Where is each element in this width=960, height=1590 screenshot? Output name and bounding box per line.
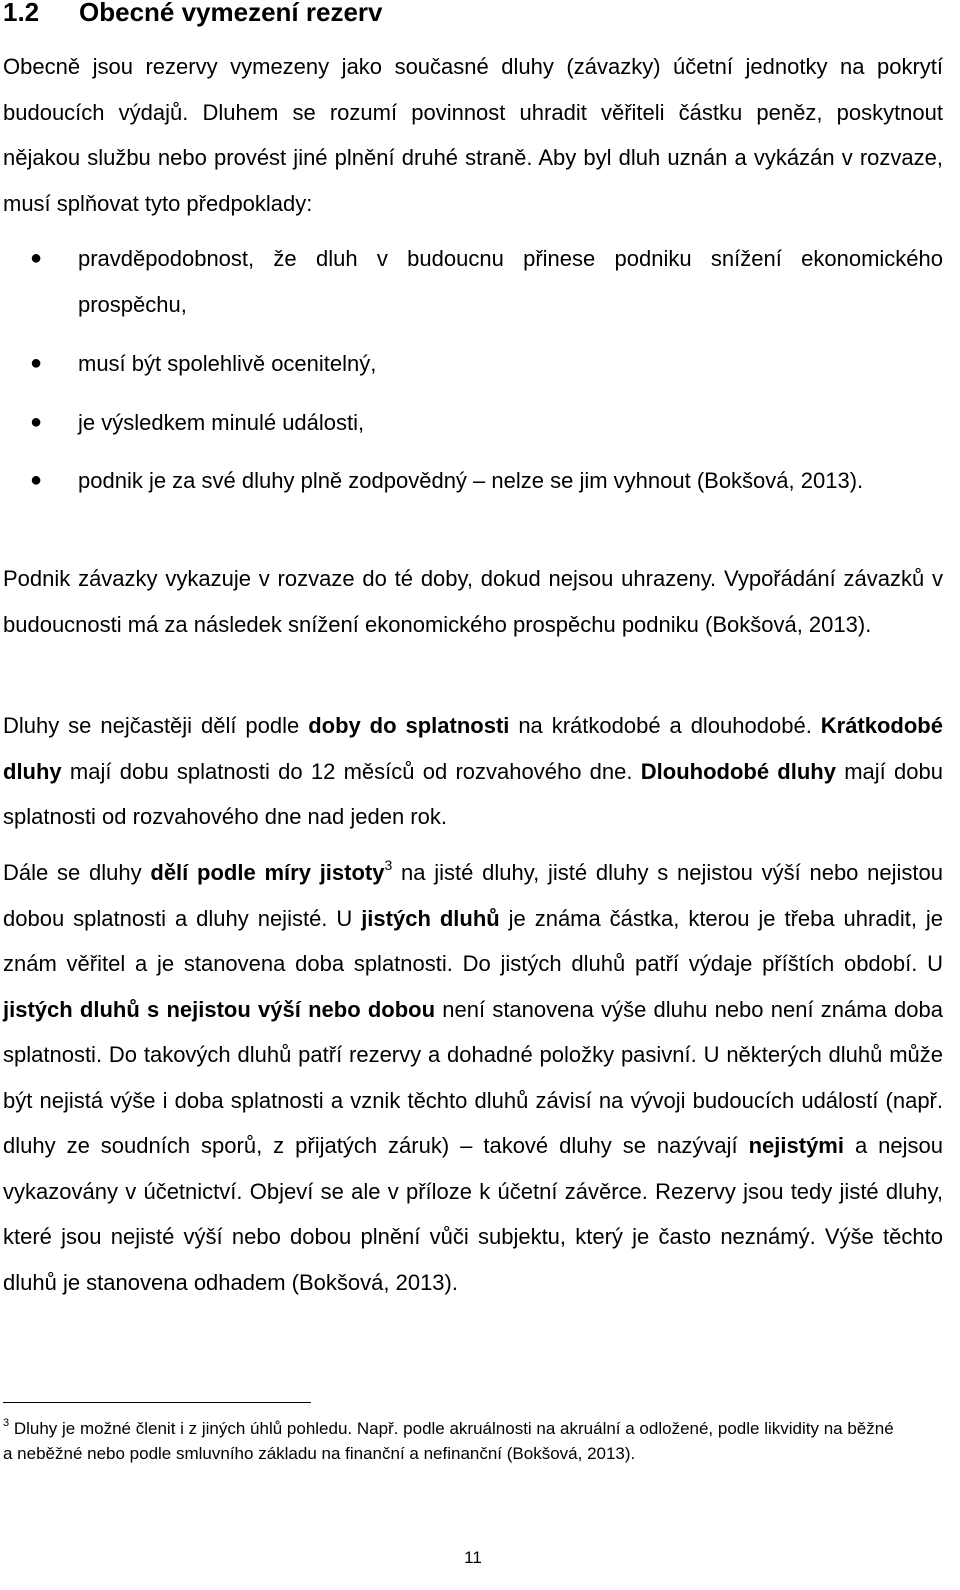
bold-term: jistých dluhů (361, 905, 500, 931)
text-run: a nejsou vykazovány v účetnictví. Objeví se ale v příloze k účetní závěrce. Rezervy jsou tedy jisté dluhy, které jsou nejisté výší nebo dobou plnění vůči subjektu, který je často neznámý. Výše těchto dluhů je stanovena odhadem (Bokšová, 2013). (3, 1133, 943, 1295)
footnote-mark: 3 (3, 1417, 10, 1429)
list-item-text: je výsledkem minulé události, (78, 410, 365, 435)
text-run: mají dobu splatnosti od rozvahového dne nad jeden rok. (3, 758, 943, 829)
paragraph-maturity (3, 703, 943, 840)
bold-term: nejistými (748, 1133, 844, 1158)
text-run: na jisté dluhy, jisté dluhy s nejistou výší nebo nejistou dobou splatnosti a dluhy nejisté. U (3, 860, 944, 931)
bold-term: doby do splatnosti (308, 713, 510, 738)
bold-term: Dlouhodobé dluhy (640, 758, 836, 784)
section-number: 1.2 (3, 0, 40, 27)
text-run: Dluhy se nejčastěji dělí podle (3, 713, 309, 738)
page-number: 11 (464, 1548, 482, 1567)
section-title: Obecné vymezení rezerv (79, 0, 383, 27)
bullet-icon: ● (30, 247, 43, 269)
paragraph-liabilities: Podnik závazky vykazuje v rozvaze do té doby, dokud nejsou uhrazeny. Vypořádání závazků v budoucnosti má za následek snížení ekonomického prospěchu podniku (Bokšová, 2013). (3, 566, 943, 637)
list-item-text: podnik je za své dluhy plně zodpovědný – nelze se jim vyhnout (Bokšová, 2013). (78, 468, 864, 493)
text-run: na krátkodobé a dlouhodobé. (509, 713, 821, 738)
text-run: je známa částka, kterou je třeba uhradit, je znám věřitel a je stanovena doba splatnosti. Do jistých dluhů patří výdaje příštích období. U (3, 905, 943, 976)
text-run: Dále se dluhy (3, 860, 151, 885)
bullet-icon: ● (30, 352, 43, 374)
intro-paragraph: Obecně jsou rezervy vymezeny jako současné dluhy (závazky) účetní jednotky na pokrytí budoucích výdajů. Dluhem se rozumí povinnost uhradit věřiteli částku peněz, poskytnout nějakou službu nebo provést jiné plnění druhé straně. Aby byl dluh uznán a vykázán v rozvaze, musí splňovat tyto předpoklady: (3, 54, 943, 216)
footnote-separator (3, 1402, 311, 1403)
bullet-icon: ● (30, 411, 43, 433)
text-run: není stanovena výše dluhu nebo není známa doba splatnosti. Do takových dluhů patří rezervy a dohadné položky pasivní. U některých dluhů může být nejistá výše i doba splatnosti a vznik těchto dluhů závisí na vývoji budoucích událostí (např. dluhy ze soudních sporů, z přijatých záruk) – takové dluhy se nazývají (3, 996, 943, 1158)
text-run: mají dobu splatnosti do 12 měsíců od rozvahového dne. (61, 758, 641, 784)
bold-term: Krátkodobé dluhy (3, 713, 943, 784)
list-item-text: pravděpodobnost, že dluh v budoucnu přinese podniku snížení ekonomického prospěchu, (78, 246, 943, 317)
bullet-icon: ● (30, 469, 43, 491)
list-item-text: musí být spolehlivě ocenitelný, (78, 351, 377, 376)
footnote-text: Dluhy je možné členit i z jiných úhlů pohledu. Např. podle akruálnosti na akruální a odložené, podle likvidity na běžné a neběžné nebo podle smluvního základu na finanční a nefinanční (Bokšová, 2013). (3, 1419, 894, 1463)
footnote (3, 1416, 903, 1466)
footnote-reference[interactable]: 3 (384, 857, 393, 873)
bold-term: jistých dluhů s nejistou výší nebo dobou (3, 996, 436, 1022)
bold-term: dělí podle míry jistoty (150, 860, 385, 885)
section-heading (3, 0, 383, 29)
paragraph-certainty (3, 850, 943, 1305)
